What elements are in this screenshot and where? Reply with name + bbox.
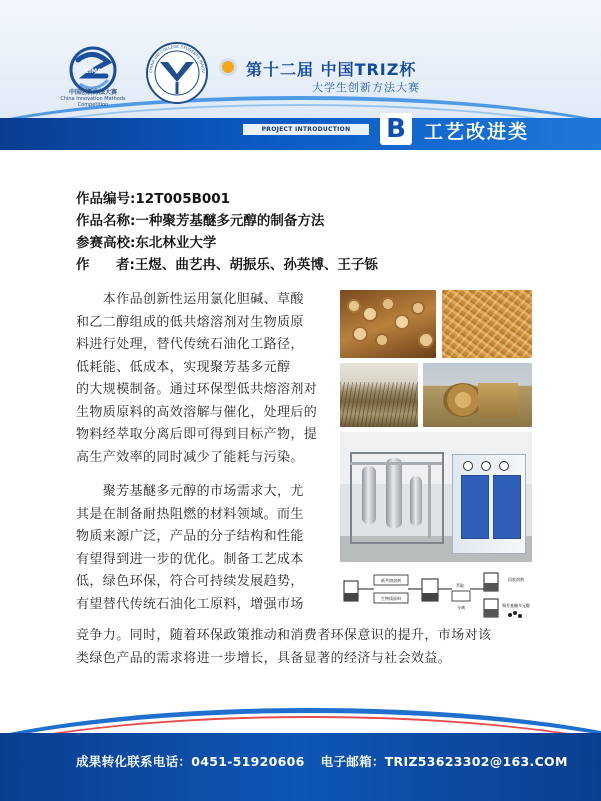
p2-line: 物质来源广泛，产品的分子结构和性能 bbox=[76, 529, 304, 544]
equipment-pipe bbox=[428, 462, 431, 538]
p2-line: 有望得到进一步的优化。制备工艺成本 bbox=[76, 551, 304, 567]
logo1-caption-cn: 中国创新方法大赛 bbox=[68, 89, 117, 96]
info-row-school bbox=[76, 231, 536, 253]
logo1-caption-en: China Innovation Methods Competition bbox=[60, 96, 126, 108]
p1-line: 生物质原料的高效溶解与催化，处理后的 bbox=[76, 404, 318, 420]
gauge-icon bbox=[463, 461, 473, 471]
project-intro-label: PROJECT INTRODUCTION bbox=[243, 124, 369, 135]
id-label: 作品编号: bbox=[76, 191, 136, 207]
author-value: 王煜、曲艺冉、胡振乐、孙英博、王子铄 bbox=[134, 257, 378, 273]
info-row-name bbox=[76, 209, 536, 231]
cabinet-door bbox=[461, 475, 489, 539]
category-letter-badge: B bbox=[380, 113, 412, 145]
email-value: TRIZ53623302@163.COM bbox=[384, 754, 568, 769]
gauge-icon bbox=[499, 461, 509, 471]
p2-line: 聚芳基醚多元醇的市场需求大，尤 bbox=[76, 484, 304, 499]
paragraph-2 bbox=[76, 481, 334, 616]
photo-wood-chips bbox=[442, 290, 532, 358]
phone-value: 0451-51920606 bbox=[191, 754, 305, 769]
name-label: 作品名称: bbox=[76, 213, 136, 229]
logo1-caption bbox=[50, 90, 136, 108]
photo-equipment bbox=[340, 432, 532, 562]
phone-label: 成果转化联系电话： bbox=[76, 754, 192, 769]
logo1-badge: CIMC bbox=[84, 68, 102, 75]
p2-line: 低，绿色环保，符合可持续发展趋势， bbox=[76, 574, 304, 589]
full-line: 竞争力。同时，随着环保政策推动和消费者环保意识的提升，市场对该 bbox=[76, 628, 492, 643]
p1-line: 和乙二醇组成的低共熔溶剂对生物质原 bbox=[76, 314, 304, 330]
photo-wood-logs bbox=[340, 290, 436, 358]
p1-line: 高生产效率的同时减少了能耗与污染。 bbox=[76, 449, 304, 465]
flow-label-d: 聚芳基醚多元醇 bbox=[502, 603, 530, 608]
contact-info bbox=[76, 752, 568, 770]
p1-line: 低耗能、低成本，实现聚芳基多元醇 bbox=[76, 359, 291, 375]
flow-label-a: 低共熔溶剂 bbox=[381, 578, 401, 583]
author-label-2: 者: bbox=[116, 257, 135, 273]
flow-label-f: 分离 bbox=[457, 605, 465, 610]
title-bullet-icon bbox=[222, 61, 234, 73]
flow-label-b: 生物质原料 bbox=[381, 596, 401, 601]
logo2-ring-text: CHINA UNI COLLEGE STUDENTS INNOV bbox=[147, 43, 207, 74]
equipment-control-cabinet bbox=[452, 454, 526, 554]
title-sub: 大学生创新方法大赛 bbox=[312, 81, 420, 94]
title-main: 第十二届 中国TRIZ杯 bbox=[246, 60, 417, 79]
info-row-id bbox=[76, 187, 536, 209]
project-info bbox=[76, 187, 536, 275]
gauge-icon bbox=[481, 461, 491, 471]
paragraph-2-continued bbox=[76, 625, 546, 670]
author-label-1: 作 bbox=[76, 257, 90, 273]
footer-banner bbox=[0, 700, 601, 801]
name-value: 一种聚芳基醚多元醇的制备方法 bbox=[135, 213, 325, 229]
p2-line: 其是在制备耐热阻燃的材料领域。而生 bbox=[76, 506, 304, 522]
p1-line: 料进行处理，替代传统石油化工路径， bbox=[76, 337, 304, 352]
school-value: 东北林业大学 bbox=[135, 235, 217, 251]
full-line: 类绿色产品的需求将进一步增长，具备显著的经济与社会效益。 bbox=[76, 650, 452, 666]
id-value: 12T005B001 bbox=[135, 191, 231, 207]
photo-straw-field bbox=[340, 363, 418, 427]
category-name: 工艺改进类 bbox=[424, 121, 530, 143]
email-label: 电子邮箱： bbox=[320, 754, 385, 769]
p1-line: 的大规模制备。通过环保型低共熔溶剂对 bbox=[76, 382, 318, 397]
p1-line: 本作品创新性运用氯化胆碱、草酸 bbox=[76, 292, 304, 307]
competition-emblem-icon bbox=[142, 38, 212, 108]
equipment-tank bbox=[386, 458, 402, 528]
flow-label-c: 萃取 bbox=[456, 583, 464, 588]
cabinet-door bbox=[493, 475, 521, 539]
paragraph-1 bbox=[76, 289, 334, 469]
equipment-tank bbox=[362, 466, 376, 524]
info-row-authors bbox=[76, 253, 536, 275]
photo-hay-bale bbox=[423, 363, 532, 427]
flow-label-e: 回收溶剂 bbox=[508, 577, 524, 582]
p1-line: 物料经萃取分离后即可得到目标产物，提 bbox=[76, 427, 318, 442]
p2-line: 有望替代传统石油化工原料，增强市场 bbox=[76, 596, 304, 612]
equipment-tank bbox=[410, 476, 422, 526]
school-label: 参赛高校: bbox=[76, 235, 136, 251]
process-flow-diagram bbox=[340, 567, 536, 623]
